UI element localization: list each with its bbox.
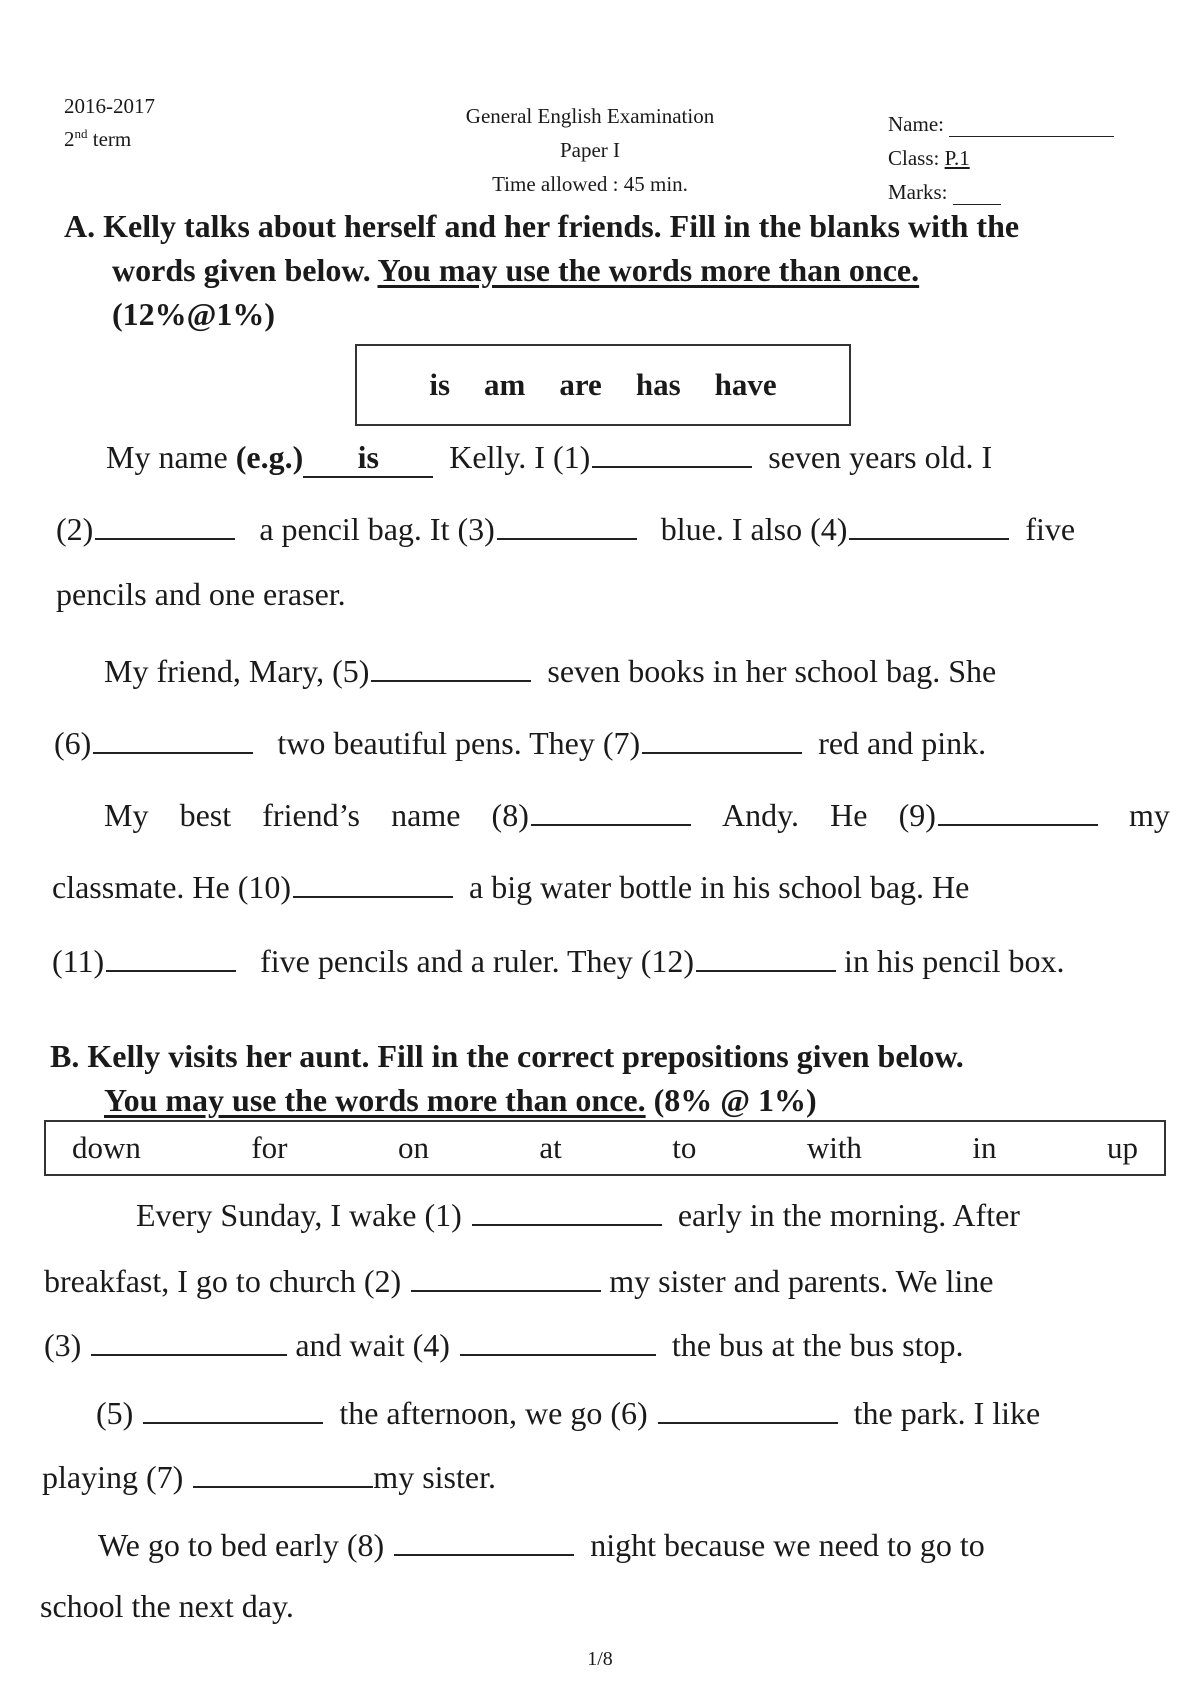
section-b-line bbox=[44, 1262, 1164, 1300]
passage-text: playing (7) bbox=[42, 1459, 184, 1495]
preposition-option: on bbox=[397, 1130, 429, 1165]
preposition-blank-7[interactable] bbox=[193, 1458, 373, 1488]
passage-text: blue. I also (4) bbox=[660, 511, 848, 547]
passage-text: my sister and parents. We line bbox=[609, 1263, 994, 1299]
passage-text: breakfast, I go to church (2) bbox=[44, 1263, 402, 1299]
passage-text: school the next day. bbox=[40, 1588, 294, 1624]
section-b-marks: (8% @ 1%) bbox=[653, 1082, 817, 1118]
answer-blank-8[interactable] bbox=[531, 796, 691, 826]
passage-text: (2) bbox=[56, 511, 94, 547]
passage-text: pencils and one eraser. bbox=[56, 576, 346, 612]
answer-blank-2[interactable] bbox=[95, 510, 235, 540]
answer-blank-1[interactable] bbox=[592, 438, 752, 468]
preposition-option: down bbox=[72, 1130, 141, 1165]
passage-text: a pencil bag. It (3) bbox=[259, 511, 495, 547]
passage-text: (11) bbox=[52, 943, 105, 979]
passage-text: (6) bbox=[54, 725, 92, 761]
section-b-line bbox=[40, 1588, 294, 1625]
word-option: are bbox=[559, 367, 602, 402]
example-answer: is bbox=[303, 439, 433, 478]
section-b-line bbox=[44, 1326, 1044, 1364]
passage-text: (5) bbox=[96, 1395, 134, 1431]
passage-text: (3) bbox=[44, 1327, 82, 1363]
passage-text: best bbox=[179, 797, 232, 833]
preposition-option: for bbox=[251, 1130, 288, 1165]
answer-blank-3[interactable] bbox=[497, 510, 637, 540]
word-option: has bbox=[635, 367, 681, 402]
preposition-blank-5[interactable] bbox=[143, 1394, 323, 1424]
passage-text: friend’s bbox=[262, 797, 360, 833]
example-label: (e.g.) bbox=[235, 439, 304, 475]
answer-blank-11[interactable] bbox=[106, 942, 236, 972]
section-a-heading-line1: A. Kelly talks about herself and her friends. Fill in the blanks with the bbox=[64, 208, 1020, 244]
section-a-line bbox=[56, 576, 346, 613]
section-b-word-box bbox=[44, 1120, 1166, 1176]
passage-text: Every Sunday, I wake (1) bbox=[136, 1197, 462, 1233]
marks-field bbox=[888, 180, 1001, 205]
passage-text: red and pink. bbox=[818, 725, 987, 761]
section-a-line bbox=[106, 438, 1094, 478]
passage-text: seven years old. I bbox=[768, 439, 993, 475]
preposition-blank-1[interactable] bbox=[472, 1196, 662, 1226]
section-a-line bbox=[52, 942, 1172, 980]
section-a-line bbox=[54, 724, 1064, 762]
term-word: term bbox=[92, 127, 132, 151]
passage-text: five pencils and a ruler. They (12) bbox=[260, 943, 695, 979]
passage-text: the park. I like bbox=[853, 1395, 1041, 1431]
term-number: 2 bbox=[64, 127, 75, 151]
time-allowed: Time allowed : 45 min. bbox=[492, 172, 688, 196]
section-a-word-box bbox=[355, 344, 851, 426]
section-b-reuse-note: You may use the words more than once. bbox=[104, 1082, 646, 1118]
passage-text: He bbox=[830, 797, 868, 833]
term bbox=[64, 126, 131, 152]
preposition-option: with bbox=[806, 1130, 862, 1165]
answer-blank-9[interactable] bbox=[938, 796, 1098, 826]
passage-text: My bbox=[104, 797, 149, 833]
class-value: P.1 bbox=[944, 146, 970, 170]
preposition-blank-6[interactable] bbox=[658, 1394, 838, 1424]
section-a-line bbox=[104, 796, 1170, 834]
passage-text: Andy. bbox=[721, 797, 800, 833]
term-suffix: nd bbox=[74, 126, 88, 141]
word-option: am bbox=[484, 367, 526, 402]
section-a-marks: (12%@1%) bbox=[112, 296, 276, 332]
marks-blank[interactable] bbox=[953, 184, 1001, 205]
passage-text: the bus at the bus stop. bbox=[671, 1327, 964, 1363]
preposition-blank-2[interactable] bbox=[411, 1262, 601, 1292]
passage-text: five bbox=[1025, 511, 1076, 547]
preposition-blank-3[interactable] bbox=[91, 1326, 287, 1356]
name-blank[interactable] bbox=[949, 116, 1114, 137]
paper-label: Paper I bbox=[559, 138, 621, 162]
section-a-heading-line2 bbox=[112, 250, 1172, 290]
passage-text: (9) bbox=[898, 797, 936, 833]
passage-text: name bbox=[391, 797, 461, 833]
passage-text: night because we need to go to bbox=[590, 1527, 985, 1563]
answer-blank-7[interactable] bbox=[642, 724, 802, 754]
section-b-heading-line1: B. Kelly visits her aunt. Fill in the correct prepositions given below. bbox=[50, 1038, 964, 1074]
passage-text: a big water bottle in his school bag. He bbox=[469, 869, 970, 905]
section-a-reuse-note: You may use the words more than once. bbox=[377, 252, 920, 288]
preposition-option: in bbox=[972, 1130, 997, 1165]
word-option: have bbox=[714, 367, 777, 402]
section-b-line bbox=[98, 1526, 1166, 1564]
passage-text: the afternoon, we go (6) bbox=[339, 1395, 648, 1431]
answer-blank-6[interactable] bbox=[93, 724, 253, 754]
preposition-blank-4[interactable] bbox=[460, 1326, 656, 1356]
class-label: Class: bbox=[888, 146, 940, 170]
section-a-line bbox=[56, 510, 1170, 548]
answer-blank-10[interactable] bbox=[293, 868, 453, 898]
passage-text: my bbox=[1129, 797, 1170, 833]
section-a-instruction: words given below. bbox=[112, 252, 371, 288]
section-a-line bbox=[104, 652, 1104, 690]
passage-text: my sister. bbox=[373, 1459, 496, 1495]
section-b-line bbox=[42, 1458, 742, 1496]
passage-text: seven books in her school bag. She bbox=[547, 653, 997, 689]
preposition-blank-8[interactable] bbox=[394, 1526, 574, 1556]
passage-text: early in the morning. After bbox=[677, 1197, 1020, 1233]
name-field bbox=[888, 112, 1114, 137]
marks-label: Marks: bbox=[888, 180, 948, 204]
passage-text: My friend, Mary, (5) bbox=[104, 653, 370, 689]
section-b-heading-line2 bbox=[104, 1080, 1104, 1120]
school-year: 2016-2017 bbox=[64, 94, 155, 118]
preposition-option: up bbox=[1106, 1130, 1138, 1165]
passage-text: and wait (4) bbox=[295, 1327, 450, 1363]
passage-text: in his pencil box. bbox=[844, 943, 1065, 979]
preposition-option: at bbox=[539, 1130, 562, 1165]
page-number: 1/8 bbox=[587, 1648, 613, 1670]
section-a-line bbox=[52, 868, 1072, 906]
section-b-line bbox=[96, 1394, 1162, 1432]
passage-text: We go to bed early (8) bbox=[98, 1527, 385, 1563]
answer-blank-4[interactable] bbox=[849, 510, 1009, 540]
answer-blank-12[interactable] bbox=[696, 942, 836, 972]
passage-text: Kelly. I (1) bbox=[449, 439, 591, 475]
passage-text: classmate. He (10) bbox=[52, 869, 292, 905]
passage-text: two beautiful pens. They (7) bbox=[277, 725, 641, 761]
word-option: is bbox=[429, 367, 451, 402]
passage-text: (8) bbox=[491, 797, 529, 833]
class-field bbox=[888, 146, 970, 171]
answer-blank-5[interactable] bbox=[371, 652, 531, 682]
name-label: Name: bbox=[888, 112, 944, 136]
passage-text: My name bbox=[106, 439, 228, 475]
section-b-line bbox=[136, 1196, 1166, 1234]
exam-title: General English Examination bbox=[465, 104, 715, 128]
preposition-option: to bbox=[672, 1130, 697, 1165]
